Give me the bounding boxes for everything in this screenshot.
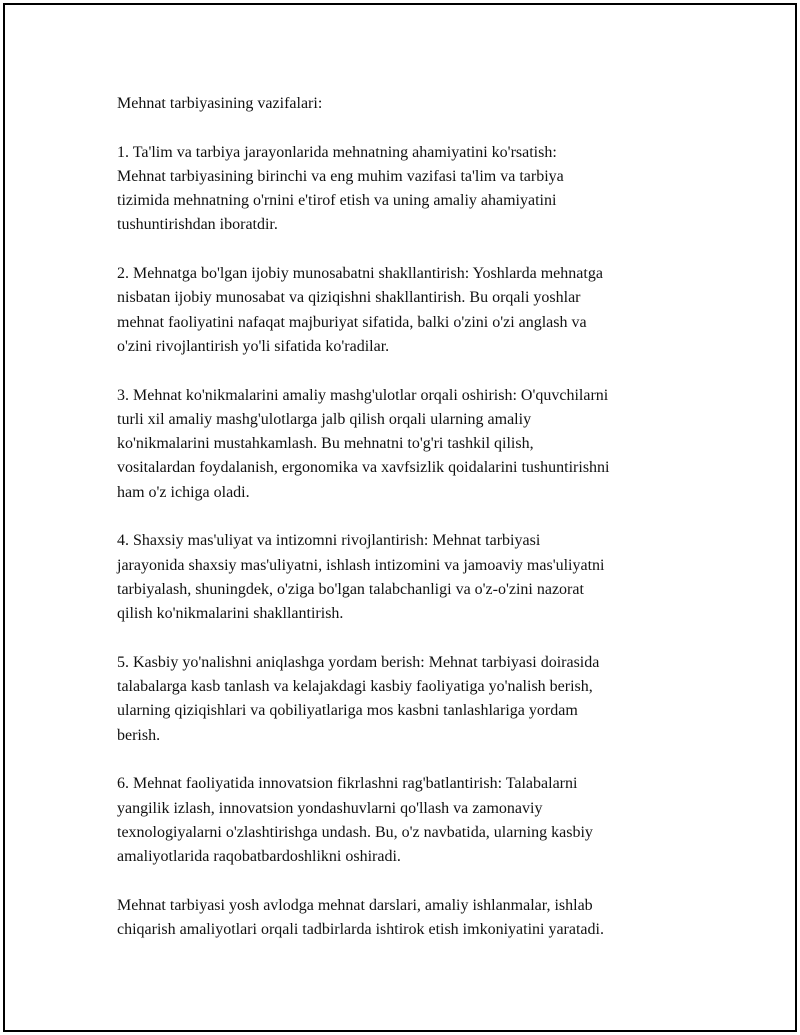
task-paragraph-2: 2. Mehnatga bo'lgan ijobiy munosabatni shakllantirish: Yoshlarda mehnatga nisbatan ijobiy munosabat va qiziqishni shakllantirish. Bu orqali yoshlar mehnat faoliyatini nafaqat majburiyat sifatida, balki o'zini o'zi anglash va o'zini rivojlantirish yo'li sifatida ko'radilar. — [117, 265, 603, 355]
task-paragraph-5: 5. Kasbiy yo'nalishni aniqlashga yordam berish: Mehnat tarbiyasi doirasida talabalarga kasb tanlash va kelajakdagi kasbiy faoliyatiga yo'nalish berish, ularning qiziqishlari va qobiliyatlariga mos kasbni tanlashlariga yordam berish. — [117, 653, 600, 744]
conclusion-paragraph: Mehnat tarbiyasi yosh avlodga mehnat darslari, amaliy ishlanmalar, ishlab chiqarish amaliyotlari orqali tadbirlarda ishtirok etish imkoniyatini yaratadi. — [117, 896, 604, 939]
document-body — [117, 92, 697, 967]
task-paragraph-3: 3. Mehnat ko'nikmalarini amaliy mashg'ulotlar orqali oshirish: O'quvchilarni turli xil amaliy mashg'ulotlarga jalb qilish orqali ularning amaliy ko'nikmalarini mustahkamlash. Bu mehnatni to'g'ri tashkil qilish, vositalardan foydalanish, ergonomika va xavfsizlik qoidalarini tushuntirishni ham o'z ichiga oladi. — [117, 386, 610, 501]
task-paragraph-1: 1. Ta'lim va tarbiya jarayonlarida mehnatning ahamiyatini ko'rsatish: Mehnat tarbiyasining birinchi va eng muhim vazifasi ta'lim va tarbiya tizimida mehnatning o'rnini e'tirof etish va uning amaliy ahamiyatini tushuntirishdan iboratdir. — [117, 143, 564, 234]
task-paragraph-6: 6. Mehnat faoliyatida innovatsion fikrlashni rag'batlantirish: Talabalarni yangilik izlash, innovatsion yondashuvlarni qo'llash va zamonaviy texnologiyalarni o'zlashtirishga undash. Bu, o'z navbatida, ularning kasbiy amaliyotlarida raqobatbardoshlikni oshiradi. — [117, 775, 593, 866]
task-paragraph-4: 4. Shaxsiy mas'uliyat va intizomni rivojlantirish: Mehnat tarbiyasi jarayonida shaxsiy mas'uliyatni, ishlash intizomini va jamoaviy mas'uliyatni tarbiyalash, shuningdek, o'ziga bo'lgan talabchanligi va o'z-o'zini nazorat qilish ko'nikmalarini shakllantirish. — [117, 532, 605, 623]
document-heading: Mehnat tarbiyasining vazifalari: — [117, 95, 323, 112]
